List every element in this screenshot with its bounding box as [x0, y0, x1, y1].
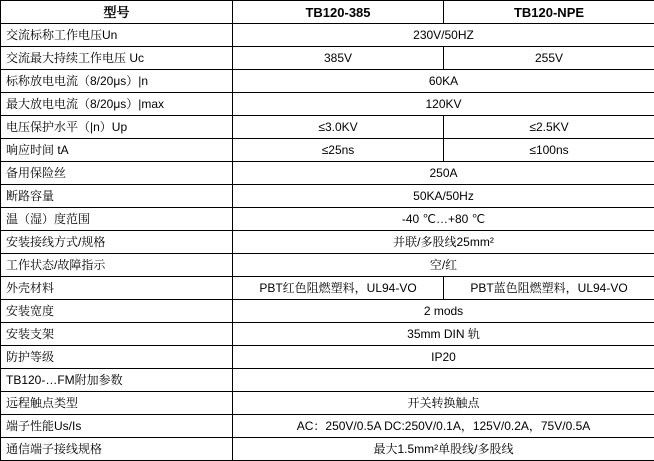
table-row: [1, 24, 654, 47]
row-value-merged: 并联/多股线25mm²: [233, 231, 654, 254]
row-label: 安装支架: [1, 323, 233, 346]
table-row: [1, 438, 654, 461]
row-value-a: ≤25ns: [233, 139, 444, 162]
row-label: 交流标称工作电压Un: [1, 24, 233, 47]
row-label: 交流最大持续工作电压 Uc: [1, 47, 233, 70]
table-header-row: [1, 1, 654, 24]
table-row: [1, 392, 654, 415]
row-value-merged: [233, 369, 654, 392]
table-body: [1, 1, 654, 461]
table-row: [1, 70, 654, 93]
row-value-merged: 120KV: [233, 93, 654, 116]
row-label: 备用保险丝: [1, 162, 233, 185]
row-value-b: PBT蓝色阻燃塑料，UL94-VO: [444, 277, 654, 300]
table-row: [1, 231, 654, 254]
table-row: [1, 300, 654, 323]
table-row: [1, 47, 654, 70]
table-row: [1, 162, 654, 185]
table-row: [1, 185, 654, 208]
row-label: 电压保护水平（|n）Up: [1, 116, 233, 139]
row-label: 远程触点类型: [1, 392, 233, 415]
row-value-merged: AC：250V/0.5A DC:250V/0.1A，125V/0.2A，75V/0.5A: [233, 415, 654, 438]
row-label: 通信端子接线规格: [1, 438, 233, 461]
table-row: [1, 116, 654, 139]
row-label: TB120-…FM附加参数: [1, 369, 233, 392]
row-label: 断路容量: [1, 185, 233, 208]
row-label: 标称放电电流（8/20μs）|n: [1, 70, 233, 93]
row-label: 安装接线方式/规格: [1, 231, 233, 254]
header-cell-tb120-385: TB120-385: [233, 1, 444, 24]
row-label: 端子性能Us/Is: [1, 415, 233, 438]
table-row: [1, 93, 654, 116]
header-cell-model: 型号: [1, 1, 233, 24]
row-value-b: ≤2.5KV: [444, 116, 654, 139]
row-label: 安装宽度: [1, 300, 233, 323]
row-value-merged: 250A: [233, 162, 654, 185]
row-value-merged: 最大1.5mm²单股线/多股线: [233, 438, 654, 461]
row-value-merged: 2 mods: [233, 300, 654, 323]
row-value-merged: 230V/50HZ: [233, 24, 654, 47]
row-value-merged: 开关转换触点: [233, 392, 654, 415]
table-row: [1, 369, 654, 392]
row-label: 最大放电电流（8/20μs）|max: [1, 93, 233, 116]
row-value-merged: 空/红: [233, 254, 654, 277]
table-row: [1, 346, 654, 369]
table-row: [1, 415, 654, 438]
row-value-a: PBT红色阻燃塑料，UL94-VO: [233, 277, 444, 300]
table-row: [1, 323, 654, 346]
row-label: 温（湿）度范围: [1, 208, 233, 231]
row-label: 外壳材料: [1, 277, 233, 300]
row-value-merged: -40 ℃…+80 ℃: [233, 208, 654, 231]
table-row: [1, 139, 654, 162]
row-value-a: 385V: [233, 47, 444, 70]
row-value-b: 255V: [444, 47, 654, 70]
table-row: [1, 277, 654, 300]
row-value-a: ≤3.0KV: [233, 116, 444, 139]
row-value-merged: 50KA/50Hz: [233, 185, 654, 208]
row-label: 工作状态/故障指示: [1, 254, 233, 277]
row-label: 防护等级: [1, 346, 233, 369]
row-value-b: ≤100ns: [444, 139, 654, 162]
row-value-merged: IP20: [233, 346, 654, 369]
row-value-merged: 60KA: [233, 70, 654, 93]
row-value-merged: 35mm DIN 轨: [233, 323, 654, 346]
table-row: [1, 254, 654, 277]
header-cell-tb120-npe: TB120-NPE: [444, 1, 654, 24]
table-row: [1, 208, 654, 231]
row-label: 响应时间 tA: [1, 139, 233, 162]
